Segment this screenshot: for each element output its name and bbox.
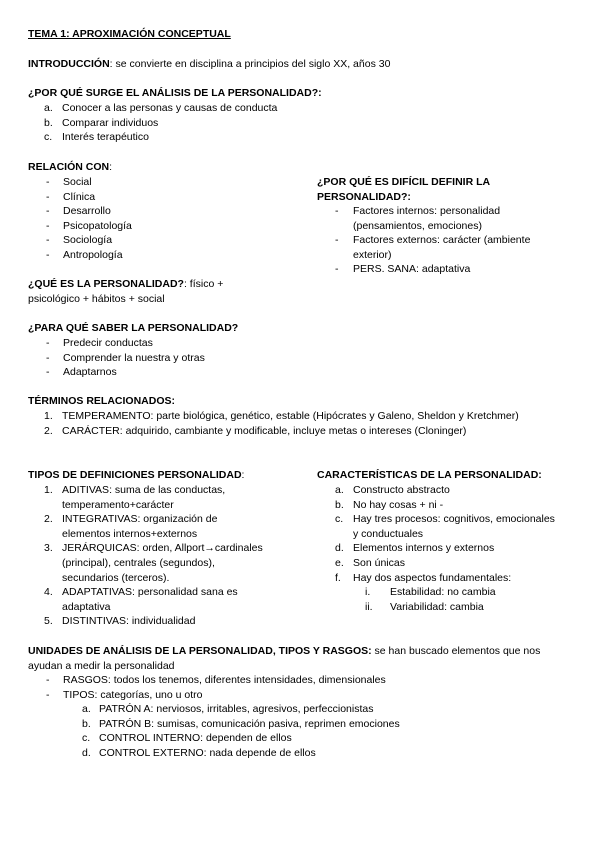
unidades-sub-item	[82, 717, 562, 732]
intro-label: INTRODUCCIÓN	[28, 58, 110, 70]
relacion-item	[46, 175, 266, 190]
tipos-colon: :	[241, 469, 245, 481]
tipos-line: (principal), centrales (segundos),	[62, 556, 215, 569]
quees-line2: psicológico + hábitos + social	[28, 293, 165, 305]
tipos-heading-text: TIPOS DE DEFINICIONES PERSONALIDAD	[28, 469, 242, 481]
unidades-item	[46, 688, 566, 703]
dificil-line: PERS. SANA: adaptativa	[353, 263, 471, 276]
porque-text: Interés terapéutico	[62, 131, 149, 144]
page-title: TEMA 1: APROXIMACIÓN CONCEPTUAL	[28, 28, 231, 40]
caract-line: Hay tres procesos: cognitivos, emocionales	[353, 513, 555, 526]
parque-item	[46, 365, 306, 380]
dificil-dash: -	[335, 234, 339, 247]
relacion-text: Desarrollo	[63, 205, 111, 218]
porque-text: Conocer a las personas y causas de conducta	[62, 102, 278, 114]
tipos-list	[44, 483, 304, 629]
relacion-item	[46, 233, 266, 248]
parque-dash: -	[46, 366, 50, 379]
unidades-text: TIPOS: categorías, uno u otro	[63, 688, 203, 701]
terminos-list	[44, 409, 584, 438]
relacion-item	[46, 248, 266, 263]
tipos-heading	[28, 468, 244, 483]
caract-heading: CARACTERÍSTICAS DE LA PERSONALIDAD:	[317, 469, 542, 481]
porque-item	[44, 101, 344, 116]
relacion-text: Social	[63, 176, 92, 188]
relacion-item	[46, 190, 266, 205]
intro	[28, 57, 390, 72]
caract-line: y conductuales	[353, 527, 424, 540]
porque-marker: a.	[44, 102, 53, 114]
caract-item	[335, 541, 595, 556]
terminos-item	[44, 424, 584, 439]
unidades-dash: -	[46, 688, 50, 701]
caract-marker: f.	[335, 571, 341, 584]
terminos-heading: TÉRMINOS RELACIONADOS:	[28, 395, 175, 407]
porque-marker: c.	[44, 131, 53, 144]
parque-item	[46, 351, 306, 366]
dificil-line: Factores externos: carácter (ambiente	[353, 234, 531, 247]
relacion-text: Clínica	[63, 190, 96, 203]
relacion-dash: -	[46, 248, 50, 261]
parque-heading: ¿PARA QUÉ SABER LA PERSONALIDAD?	[28, 322, 239, 334]
unidades-sub-text: PATRÓN B: sumisas, comunicación pasiva, reprimen emociones	[99, 717, 400, 730]
quees-line1	[28, 277, 223, 292]
caract-sub-marker: i.	[365, 586, 371, 599]
unidades-sub-marker: a.	[82, 703, 91, 715]
caract-line: Elementos internos y externos	[353, 542, 495, 555]
parque-dash: -	[46, 351, 50, 364]
terminos-text: TEMPERAMENTO: parte biológica, genético, estable (Hipócrates y Galeno, Sheldon y Kretchmer)	[62, 410, 519, 422]
tipos-marker: 4.	[44, 586, 53, 599]
relacion-text: Psicopatología	[63, 219, 132, 232]
caract-marker: d.	[335, 542, 344, 555]
relacion-dash: -	[46, 190, 50, 203]
caract-sub-item	[335, 585, 595, 600]
terminos-item	[44, 409, 584, 424]
relacion-dash: -	[46, 176, 50, 188]
unidades-sub-text: CONTROL EXTERNO: nada depende de ellos	[99, 746, 316, 759]
terminos-marker: 1.	[44, 410, 53, 422]
tipos-line: ADITIVAS: suma de las conductas,	[62, 484, 226, 496]
tipos-line: secundarios (terceros).	[62, 571, 170, 584]
unidades-heading: UNIDADES DE ANÁLISIS DE LA PERSONALIDAD, TIPOS Y RASGOS:	[28, 645, 372, 657]
tipos-marker: 2.	[44, 513, 53, 526]
relacion-colon: :	[109, 161, 113, 173]
caract-sub-item	[335, 600, 595, 615]
parque-list	[46, 336, 306, 380]
unidades-line1	[28, 644, 598, 659]
unidades-line2: ayudan a medir la personalidad	[28, 660, 175, 672]
parque-dash: -	[46, 337, 50, 349]
dificil-item	[335, 262, 575, 277]
relacion-item	[46, 204, 266, 219]
unidades-item	[46, 673, 566, 688]
tipos-marker: 1.	[44, 484, 53, 496]
unidades-text: RASGOS: todos los tenemos, diferentes intensidades, dimensionales	[63, 674, 386, 686]
tipos-line: ADAPTATIVAS: personalidad sana es	[62, 586, 238, 599]
tipos-item	[44, 541, 304, 585]
caract-line: Constructo abstracto	[353, 484, 450, 496]
relacion-heading-text: RELACIÓN CON	[28, 161, 110, 173]
dificil-line: Factores internos: personalidad	[353, 205, 501, 217]
tipos-line: INTEGRATIVAS: organización de	[62, 513, 218, 526]
porque-item	[44, 116, 344, 131]
dificil-line: (pensamientos, emociones)	[353, 219, 482, 232]
dificil-list	[335, 204, 575, 277]
dificil-heading-2: PERSONALIDAD?:	[317, 191, 411, 203]
porque-heading: ¿POR QUÉ SURGE EL ANÁLISIS DE LA PERSONALIDAD?:	[28, 87, 322, 99]
caract-list	[335, 483, 595, 614]
caract-sub-marker: ii.	[365, 600, 373, 613]
parque-text: Comprender la nuestra y otras	[63, 351, 205, 364]
porque-marker: b.	[44, 116, 53, 129]
tipos-line: temperamento+carácter	[62, 498, 174, 511]
parque-item	[46, 336, 306, 351]
relacion-dash: -	[46, 205, 50, 218]
tipos-marker: 3.	[44, 542, 53, 555]
unidades-sub-item	[82, 702, 562, 717]
unidades-sub-marker: c.	[82, 732, 91, 745]
intro-text: : se convierte en disciplina a principios del siglo XX, años 30	[109, 58, 391, 70]
unidades-sub-item	[82, 731, 562, 746]
terminos-marker: 2.	[44, 424, 53, 437]
unidades-sub-text: PATRÓN A: nerviosos, irritables, agresivos, perfeccionistas	[99, 703, 374, 715]
dificil-item	[335, 233, 575, 262]
caract-marker: a.	[335, 484, 344, 496]
tipos-item	[44, 585, 304, 614]
porque-list	[44, 101, 344, 145]
caract-line: Son únicas	[353, 556, 405, 569]
relacion-dash: -	[46, 234, 50, 247]
tipos-line: DISTINTIVAS: individualidad	[62, 615, 196, 628]
tipos-marker: 5.	[44, 615, 53, 628]
dificil-heading-1: ¿POR QUÉ ES DIFÍCIL DEFINIR LA	[317, 176, 491, 188]
caract-sub-text: Estabilidad: no cambia	[390, 586, 496, 599]
dificil-dash: -	[335, 263, 339, 276]
caract-item	[335, 512, 595, 541]
unidades-sublist	[82, 702, 562, 760]
dificil-line: exterior)	[353, 248, 392, 261]
caract-sub-text: Variabilidad: cambia	[390, 600, 484, 613]
unidades-text1: se han buscado elementos que nos	[371, 645, 541, 657]
relacion-text: Sociología	[63, 234, 113, 247]
tipos-line: elementos internos+externos	[62, 527, 198, 540]
relacion-text: Antropología	[63, 248, 123, 261]
porque-item	[44, 130, 344, 145]
unidades-sub-marker: d.	[82, 746, 91, 759]
unidades-sub-item	[82, 746, 562, 761]
caract-item	[335, 556, 595, 571]
dificil-item	[335, 204, 575, 233]
relacion-item	[46, 219, 266, 234]
dificil-dash: -	[335, 205, 339, 217]
caract-marker: e.	[335, 556, 344, 569]
unidades-sub-text: CONTROL INTERNO: dependen de ellos	[99, 732, 292, 745]
caract-item	[335, 571, 595, 586]
unidades-sub-marker: b.	[82, 717, 91, 730]
caract-item	[335, 483, 595, 498]
tipos-item	[44, 483, 304, 512]
relacion-list	[46, 175, 266, 263]
tipos-line: adaptativa	[62, 600, 111, 613]
relacion-dash: -	[46, 219, 50, 232]
caract-marker: b.	[335, 498, 344, 511]
parque-text: Predecir conductas	[63, 337, 153, 349]
tipos-item	[44, 512, 304, 541]
caract-marker: c.	[335, 513, 344, 526]
caract-item	[335, 498, 595, 513]
parque-text: Adaptarnos	[63, 366, 117, 379]
terminos-text: CARÁCTER: adquirido, cambiante y modificable, incluye metas o intereses (Cloninger)	[62, 424, 467, 437]
tipos-item	[44, 614, 304, 629]
quees-heading: ¿QUÉ ES LA PERSONALIDAD?	[28, 278, 184, 290]
unidades-list	[46, 673, 566, 702]
tipos-line: JERÁRQUICAS: orden, Allport→cardinales	[62, 542, 263, 555]
relacion-heading	[28, 160, 112, 175]
porque-text: Comparar individuos	[62, 116, 159, 129]
unidades-dash: -	[46, 674, 50, 686]
caract-line: Hay dos aspectos fundamentales:	[353, 571, 512, 584]
caract-line: No hay cosas + ni -	[353, 498, 444, 511]
quees-text1: : físico +	[183, 278, 224, 290]
